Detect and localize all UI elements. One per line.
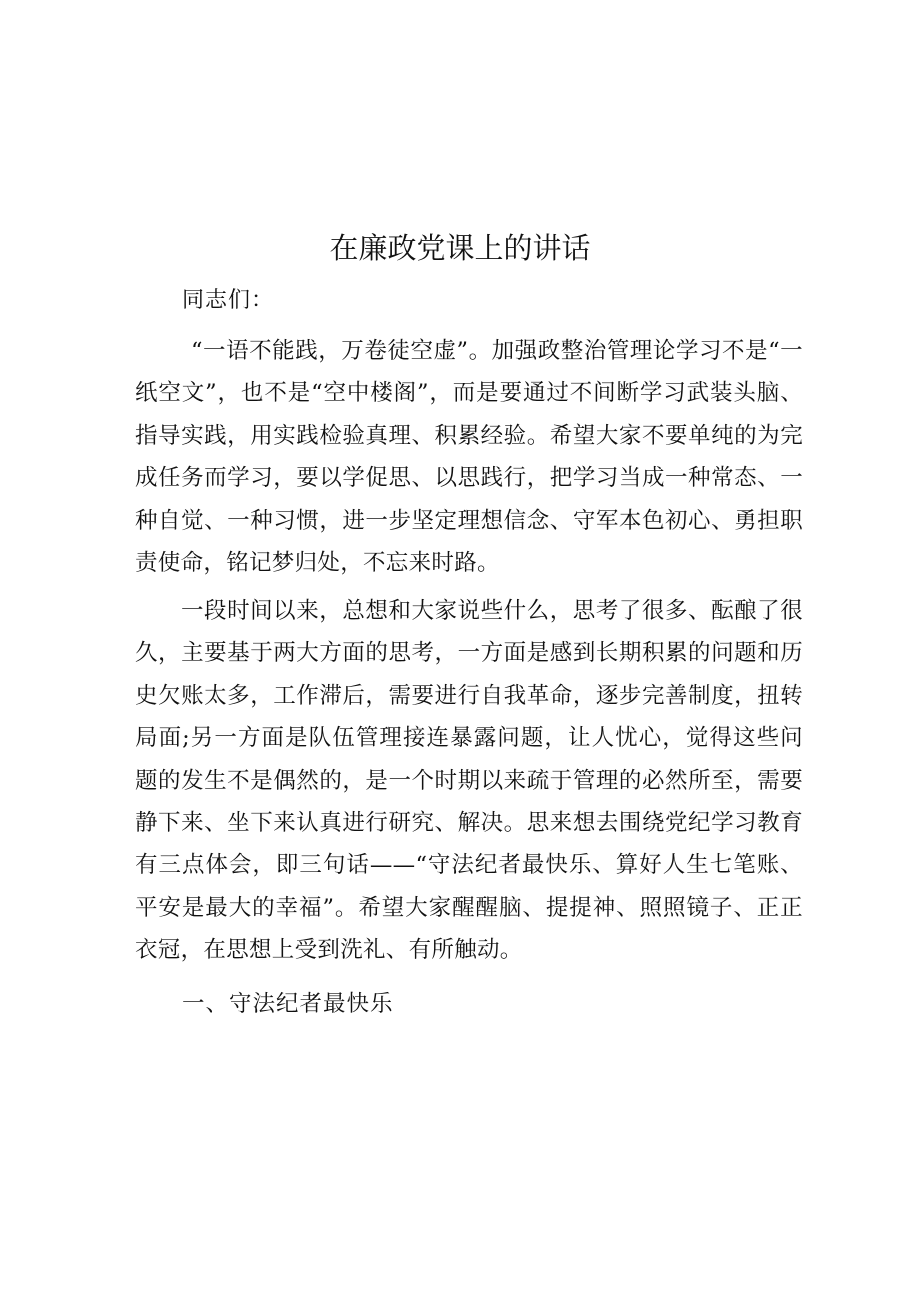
paragraph-2: 一段时间以来，总想和大家说些什么，思考了很多、酝酿了很久，主要基于两大方面的思考，一方面是感到长期积累的问题和历史欠账太多，工作滞后，需要进行自我革命，逐步完善制度，扭转局面;另一方面是队伍管理接连暴露问题，让人忧心，觉得这些问题的发生不是偶然的，是一个时期以来疏于管理的必然所至，需要静下来、坐下来认真进行研究、解决。思来想去围绕党纪学习教育有三点体会，即三句话——“守法纪者最快乐、算好人生七笔账、平安是最大的幸福”。希望大家醒醒脑、提提神、照照镜子、正正衣冠，在思想上受到洗礼、有所触动。 [135,598,803,964]
section-heading-1: 一、守法纪者最快乐 [182,991,394,1017]
greeting: 同志们： [182,288,275,313]
document-title: 在廉政党课上的讲话 [329,231,591,265]
paragraph-1: “一语不能践，万卷徒空虚”。加强政整治管理论学习不是“一纸空文”，也不是“空中楼阁”，而是要通过不间断学习武装头脑、指导实践，用实践检验真理、积累经验。希望大家不要单纯的为完成任务而学习，要以学促思、以思践行，把学习当成一种常态、一种自觉、一种习惯，进一步坚定理想信念、守军本色初心、勇担职责使命，铭记梦归处，不忘来时路。 [135,338,803,577]
